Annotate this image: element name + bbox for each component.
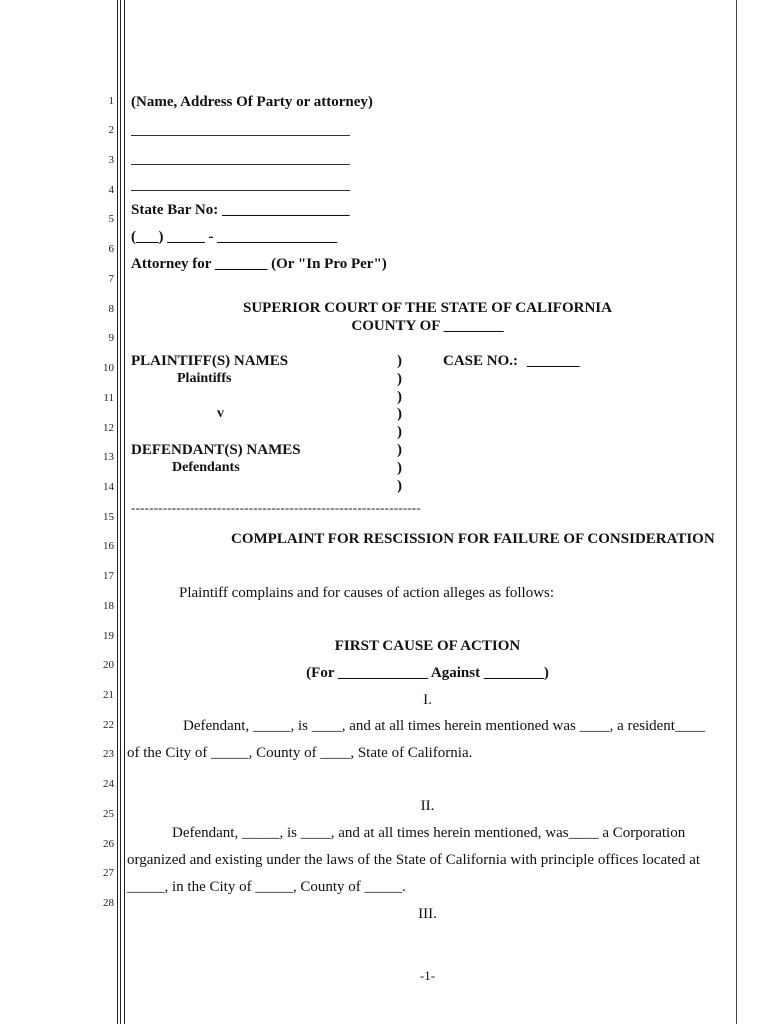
line-number: 22 <box>103 719 114 731</box>
section-2-line-3: _____, in the City of _____, County of _____. <box>127 879 406 895</box>
caption-separator: ---------------------------------------------------------------- <box>131 500 421 515</box>
line-number: 28 <box>103 897 114 909</box>
line-number: 16 <box>103 540 114 552</box>
caption-paren: ) <box>397 478 402 494</box>
address-blank-line <box>131 164 350 165</box>
line-number: 4 <box>108 184 114 196</box>
section-numeral: II. <box>420 798 435 814</box>
plaintiffs-label: Plaintiffs <box>177 371 232 386</box>
county-line: COUNTY OF ________ <box>351 318 504 334</box>
state-bar-line: State Bar No: _________________ <box>131 202 350 218</box>
caption-paren: ) <box>397 353 402 369</box>
section-1-line-2: of the City of _____, County of ____, State of California. <box>127 745 473 761</box>
section-1-line-1: Defendant, _____, is ____, and at all times herein mentioned was ____, a resident____ <box>183 718 705 734</box>
phone-line: (___) _____ - ________________ <box>131 229 338 245</box>
line-number: 9 <box>108 332 114 344</box>
line-number: 2 <box>108 124 114 136</box>
line-number: 19 <box>103 630 114 642</box>
right-margin-rule <box>736 0 737 1024</box>
section-numeral: I. <box>423 692 432 708</box>
line-number: 10 <box>103 362 114 374</box>
complaint-title: COMPLAINT FOR RESCISSION FOR FAILURE OF CONSIDERATION <box>231 531 715 547</box>
caption-paren: ) <box>397 442 402 458</box>
address-blank-line <box>131 135 350 136</box>
address-blank-line <box>131 190 350 191</box>
line-number: 20 <box>103 659 114 671</box>
case-number-label: CASE NO.: <box>443 353 519 369</box>
section-2-line-2: organized and existing under the laws of the State of California with principle offices located at <box>127 852 701 868</box>
line-number: 21 <box>103 689 114 701</box>
line-number: 3 <box>108 154 114 166</box>
left-margin-rule <box>117 0 118 1024</box>
line-number: 18 <box>103 600 114 612</box>
versus-label: v <box>217 406 224 421</box>
section-2-line-1: Defendant, _____, is ____, and at all times herein mentioned, was____ a Corporation <box>172 825 686 841</box>
line-number: 15 <box>103 511 114 523</box>
page-number: -1- <box>419 968 436 983</box>
name-address-heading: (Name, Address Of Party or attorney) <box>131 94 373 110</box>
left-margin-rule-inner <box>124 0 125 1024</box>
line-number: 13 <box>103 451 114 463</box>
line-number: 24 <box>103 778 114 790</box>
line-number: 17 <box>103 570 114 582</box>
caption-paren: ) <box>397 460 402 476</box>
cause-of-action-subtitle: (For ____________ Against ________) <box>306 665 549 681</box>
left-margin-rule-double <box>120 0 121 1024</box>
line-number: 26 <box>103 838 114 850</box>
line-number: 7 <box>108 273 114 285</box>
caption-paren: ) <box>397 371 402 387</box>
intro-text: Plaintiff complains and for causes of action alleges as follows: <box>179 585 555 601</box>
caption-paren: ) <box>397 424 402 440</box>
defendants-names: DEFENDANT(S) NAMES <box>131 442 301 458</box>
line-number: 11 <box>103 392 114 404</box>
line-number: 1 <box>108 95 114 107</box>
line-number: 5 <box>108 213 114 225</box>
plaintiffs-names: PLAINTIFF(S) NAMES <box>131 353 289 369</box>
line-number: 27 <box>103 867 114 879</box>
line-number: 12 <box>103 422 114 434</box>
section-numeral: III. <box>418 906 437 922</box>
caption-paren: ) <box>397 389 402 405</box>
line-number: 14 <box>103 481 114 493</box>
case-number-blank: _______ <box>527 353 580 369</box>
caption-paren: ) <box>397 406 402 422</box>
line-number: 25 <box>103 808 114 820</box>
cause-of-action-title: FIRST CAUSE OF ACTION <box>334 638 521 654</box>
line-number: 23 <box>103 748 114 760</box>
defendants-label: Defendants <box>172 460 240 475</box>
court-name: SUPERIOR COURT OF THE STATE OF CALIFORNIA <box>243 300 612 316</box>
attorney-for-line: Attorney for _______ (Or "In Pro Per") <box>131 256 387 272</box>
line-number: 8 <box>108 303 114 315</box>
line-number: 6 <box>108 243 114 255</box>
